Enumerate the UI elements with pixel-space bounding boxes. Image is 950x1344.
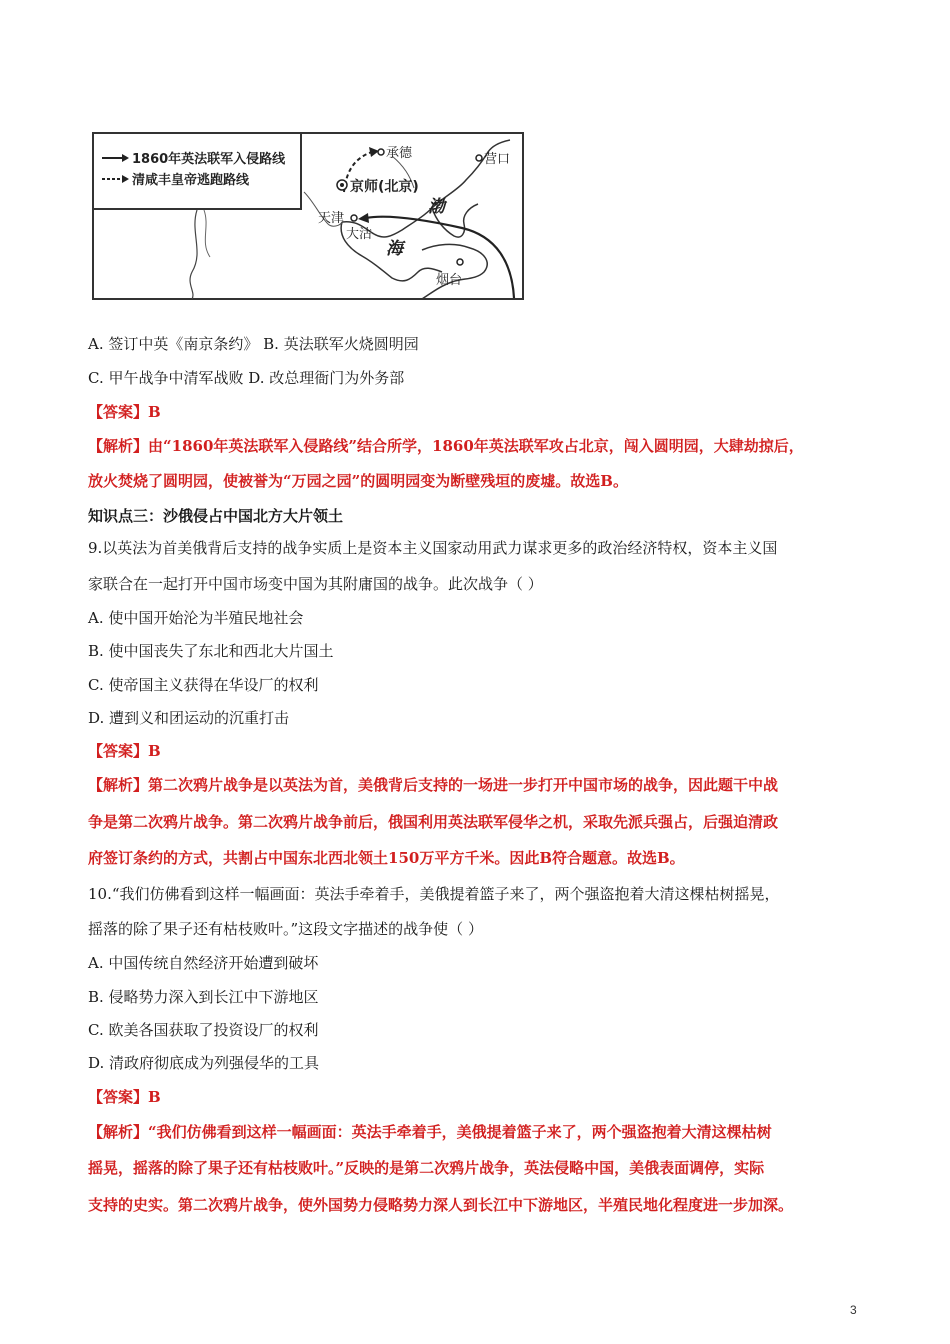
q10-option-c: C. 欧美各国获取了投资设厂的权利 bbox=[88, 1021, 319, 1039]
q8-answer bbox=[88, 402, 161, 422]
q10-option-b: B. 侵略势力深入到长江中下游地区 bbox=[88, 988, 319, 1006]
q9-analysis-text-1: 第二次鸦片战争是以英法为首，美俄背后支持的一场进一步打开中国市场的战争，因此题干中战 bbox=[148, 776, 779, 794]
hai-sea-label: 海 bbox=[386, 239, 403, 259]
chengde-label: 承德 bbox=[386, 146, 413, 161]
yingkou-label: 营口 bbox=[484, 152, 511, 167]
q9-option-b: B. 使中国丧失了东北和西北大片国土 bbox=[88, 642, 334, 660]
q8-options-ab: A. 签订中英《南京条约》 B. 英法联军火烧圆明园 bbox=[88, 335, 419, 353]
q9-option-a: A. 使中国开始沦为半殖民地社会 bbox=[88, 609, 304, 627]
map-legend-box bbox=[93, 133, 301, 209]
bo-sea-label: 渤 bbox=[428, 197, 445, 217]
q10-analysis-line-1 bbox=[88, 1122, 772, 1142]
q9-analysis-line-3: 府签订条约的方式，共割占中国东北西北领土150万平方千米。因此B符合题意。故选B。 bbox=[88, 849, 685, 867]
q9-answer bbox=[88, 741, 161, 761]
q9-analysis-line-1 bbox=[88, 775, 778, 795]
q9-answer-value: B bbox=[148, 742, 161, 760]
q9-option-c: C. 使帝国主义获得在华设厂的权利 bbox=[88, 676, 319, 694]
page-number: 3 bbox=[850, 1303, 857, 1317]
q8-answer-value: B bbox=[148, 403, 161, 421]
q10-stem-line-2: 摇落的除了果子还有枯枝败叶。”这段文字描述的战争使（ ） bbox=[88, 920, 483, 938]
q9-stem-line-2: 家联合在一起打开中国市场变中国为其附庸国的战争。此次战争（ ） bbox=[88, 575, 543, 593]
q8-analysis-line-1 bbox=[88, 436, 804, 456]
beijing-label: 京师(北京) bbox=[350, 179, 419, 195]
q10-analysis-line-3: 支持的史实。第二次鸦片战争，使外国势力侵略势力深人到长江中下游地区，半殖民地化程度进一步加深。 bbox=[88, 1196, 794, 1214]
tianjin-marker bbox=[351, 215, 357, 221]
q10-analysis-tag: 【解析】 bbox=[88, 1123, 149, 1141]
q10-stem-line-1: 10.“我们仿佛看到这样一幅画面：英法手牵着手，美俄提着篮子来了，两个强盗抱着大清这棵枯树摇晃， bbox=[88, 885, 780, 903]
dagu-label: 大沽 bbox=[346, 227, 373, 242]
yingkou-marker bbox=[476, 155, 482, 161]
q10-option-d: D. 清政府彻底成为列强侵华的工具 bbox=[88, 1054, 320, 1072]
q8-answer-tag: 【答案】 bbox=[88, 403, 149, 421]
q9-analysis-line-2: 争是第二次鸦片战争。第二次鸦片战争前后，俄国利用英法联军侵华之机，采取先派兵强占，后强迫清政 bbox=[88, 813, 779, 831]
q10-answer bbox=[88, 1087, 161, 1107]
q8-options-cd: C. 甲午战争中清军战败 D. 改总理衙门为外务部 bbox=[88, 369, 405, 387]
q10-analysis-line-2: 摇晃，摇落的除了果子还有枯枝败叶。”反映的是第二次鸦片战争，英法侵略中国，美俄表面调停，实际 bbox=[88, 1159, 765, 1177]
section-heading: 知识点三：沙俄侵占中国北方大片领土 bbox=[88, 507, 344, 525]
legend-invade-label: 1860年英法联军入侵路线 bbox=[132, 152, 286, 167]
q10-option-a: A. 中国传统自然经济开始遭到破坏 bbox=[88, 954, 319, 972]
yantai-label: 烟台 bbox=[436, 273, 463, 288]
q9-stem-line-1: 9.以英法为首美俄背后支持的战争实质上是资本主义国家动用武力谋求更多的政治经济特权，资本主义国 bbox=[88, 539, 778, 557]
q9-answer-tag: 【答案】 bbox=[88, 742, 149, 760]
q8-analysis-tag: 【解析】 bbox=[88, 437, 149, 455]
invasion-route-map bbox=[92, 132, 524, 300]
legend-escape-label: 清咸丰皇帝逃跑路线 bbox=[132, 173, 250, 188]
beijing-marker-dot bbox=[340, 183, 344, 187]
tianjin-label: 天津 bbox=[318, 211, 345, 226]
chengde-marker bbox=[378, 149, 384, 155]
yantai-marker bbox=[457, 259, 463, 265]
q8-analysis-text-1: 由“1860年英法联军入侵路线”结合所学，1860年英法联军攻占北京，闯入圆明园，大肆劫掠后， bbox=[148, 437, 804, 455]
q10-answer-tag: 【答案】 bbox=[88, 1088, 149, 1106]
q9-option-d: D. 遭到义和团运动的沉重打击 bbox=[88, 709, 290, 727]
q10-answer-value: B bbox=[148, 1088, 161, 1106]
q8-analysis-line-2: 放火焚烧了圆明园，使被誉为“万园之园”的圆明园变为断壁残垣的废墟。故选B。 bbox=[88, 472, 628, 490]
q9-analysis-tag: 【解析】 bbox=[88, 776, 149, 794]
q10-analysis-text-1: “我们仿佛看到这样一幅画面：英法手牵着手，美俄提着篮子来了，两个强盗抱着大清这棵枯树 bbox=[148, 1123, 772, 1141]
